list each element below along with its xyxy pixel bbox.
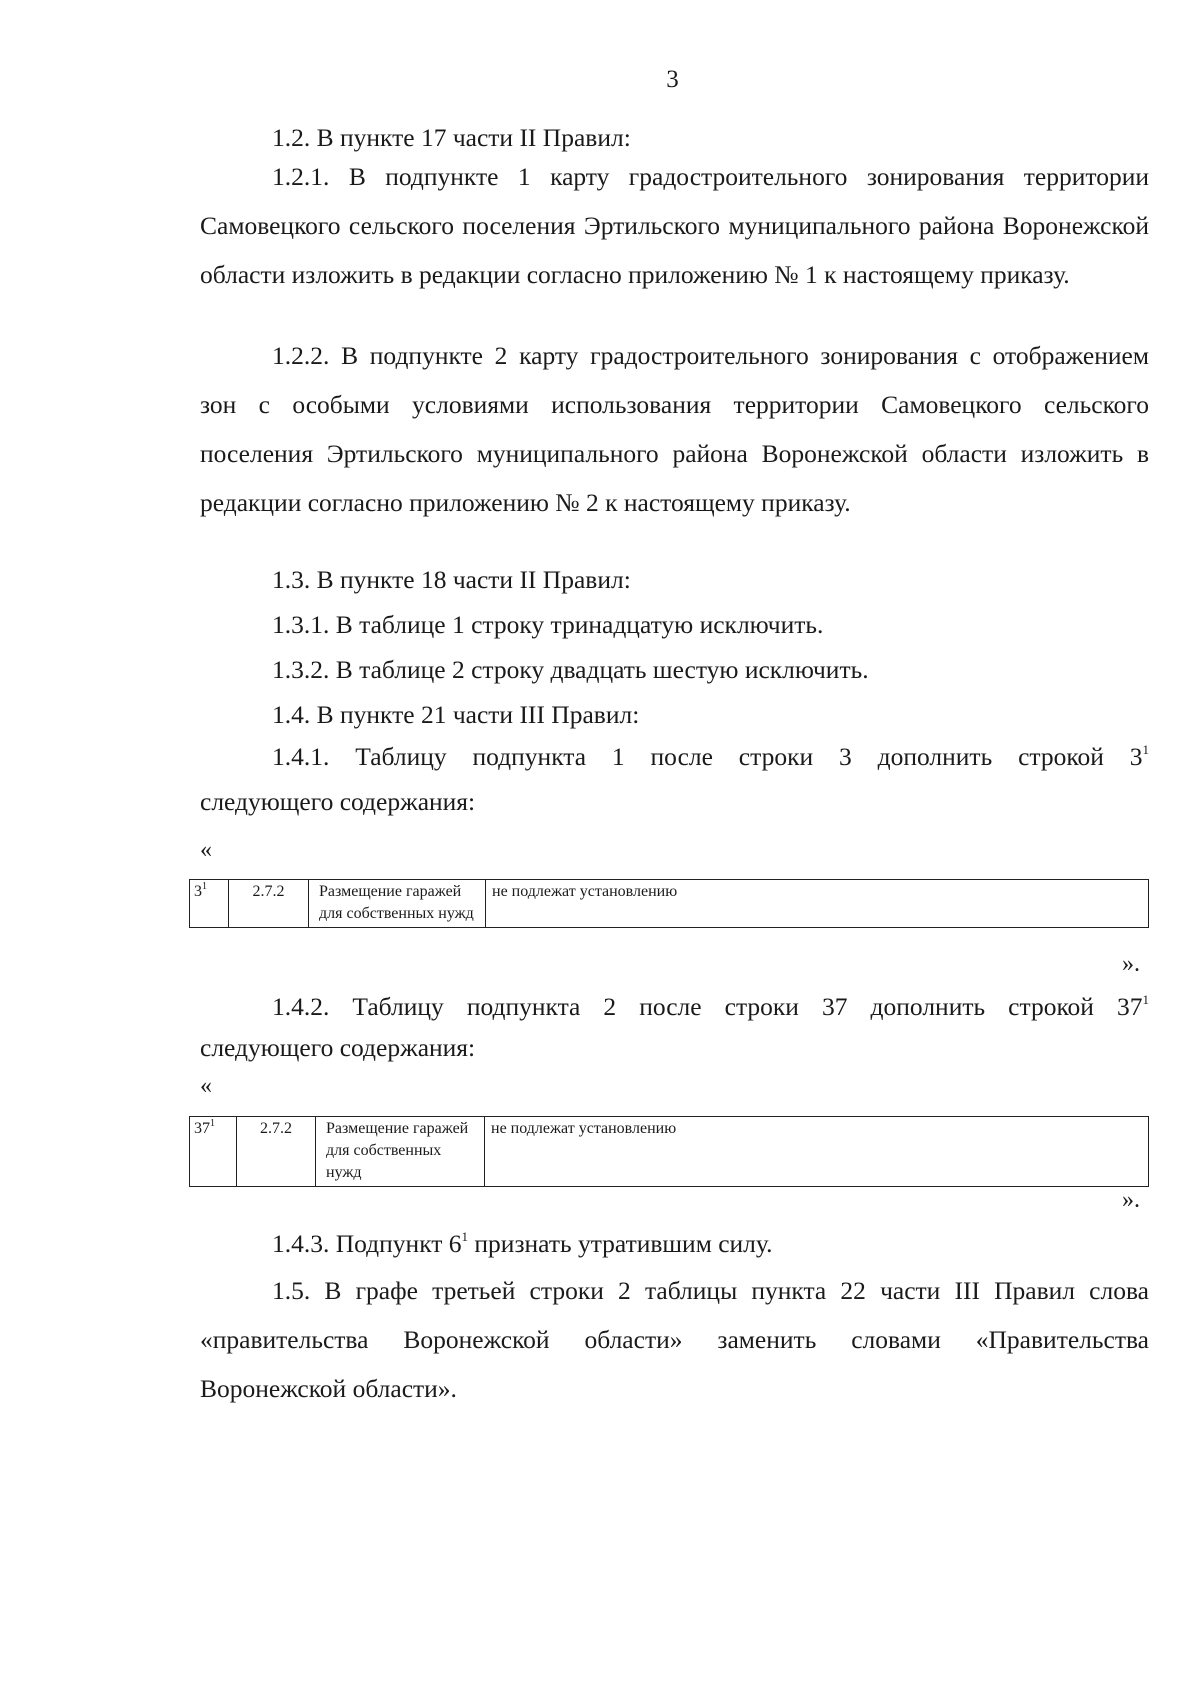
- page-number: 3: [666, 66, 679, 93]
- parameter-cell: не подлежат установлению: [485, 1117, 1149, 1187]
- use-name-cell: Размещение гаражей для собственных нужд: [316, 1117, 485, 1187]
- parameter-cell: не подлежат установлению: [486, 880, 1149, 928]
- paragraph-1-4-1-text: 1.4.1. Таблицу подпункта 1 после строки 3 дополнить строкой 3: [272, 742, 1143, 771]
- paragraph-1-4-1: [200, 742, 1149, 772]
- paragraph-1-4-2-text: 1.4.2. Таблицу подпункта 2 после строки 37 дополнить строкой 37: [272, 992, 1143, 1021]
- table-row: [190, 880, 1149, 928]
- paragraph-1-5: 1.5. В графе третьей строки 2 таблицы пункта 22 части III Правил слова «правительства Воронежской области» заменить словами «Правительства Воронежской области».: [200, 1276, 1149, 1403]
- paragraph-1-4-1-continuation: следующего содержания:: [200, 787, 476, 816]
- inserted-row-table-2: [189, 1116, 1149, 1187]
- row-number-cell: $37^1$: [190, 1117, 237, 1187]
- superscript: 1: [1142, 742, 1149, 757]
- closing-quote-1: ».: [1122, 951, 1140, 977]
- paragraph-1-4-2-continuation: следующего содержания:: [200, 1033, 476, 1062]
- opening-quote-2: «: [200, 1073, 212, 1099]
- paragraph-1-4-3: 1.4.3. Подпункт $6^1$ признать утратившим силу.: [272, 1229, 773, 1258]
- code-cell: 2.7.2: [237, 1117, 316, 1187]
- use-name-cell: Размещение гаражей для собственных нужд: [309, 880, 486, 928]
- row-number-cell: $3^1$: [190, 880, 229, 928]
- paragraph-1-4-2: [200, 992, 1149, 1022]
- paragraph-1-2-2: 1.2.2. В подпункте 2 карту градостроительного зонирования с отображением зон с особыми условиями использования территории Самовецкого сельского поселения Эртильского муниципального района Воронежской области изложить в редакции согласно приложению № 2 к настоящему приказу.: [200, 341, 1149, 517]
- inserted-row-table-1: [189, 879, 1149, 928]
- paragraph-1-3-1: 1.3.1. В таблице 1 строку тринадцатую исключить.: [272, 610, 824, 639]
- opening-quote-1: «: [200, 837, 212, 863]
- paragraph-1-2-1: 1.2.1. В подпункте 1 карту градостроительного зонирования территории Самовецкого сельского поселения Эртильского муниципального района Воронежской области изложить в редакции согласно приложению № 1 к настоящему приказу.: [200, 162, 1149, 289]
- superscript: 1: [1142, 992, 1149, 1007]
- paragraph-1-4: 1.4. В пункте 21 части III Правил:: [272, 700, 640, 729]
- paragraph-1-2: 1.2. В пункте 17 части II Правил:: [272, 123, 631, 152]
- paragraph-1-3-2: 1.3.2. В таблице 2 строку двадцать шестую исключить.: [272, 655, 869, 684]
- closing-quote-2: ».: [1122, 1187, 1140, 1213]
- paragraph-1-3: 1.3. В пункте 18 части II Правил:: [272, 565, 631, 594]
- superscript: 1: [461, 1229, 469, 1244]
- table-row: [190, 1117, 1149, 1187]
- code-cell: 2.7.2: [229, 880, 309, 928]
